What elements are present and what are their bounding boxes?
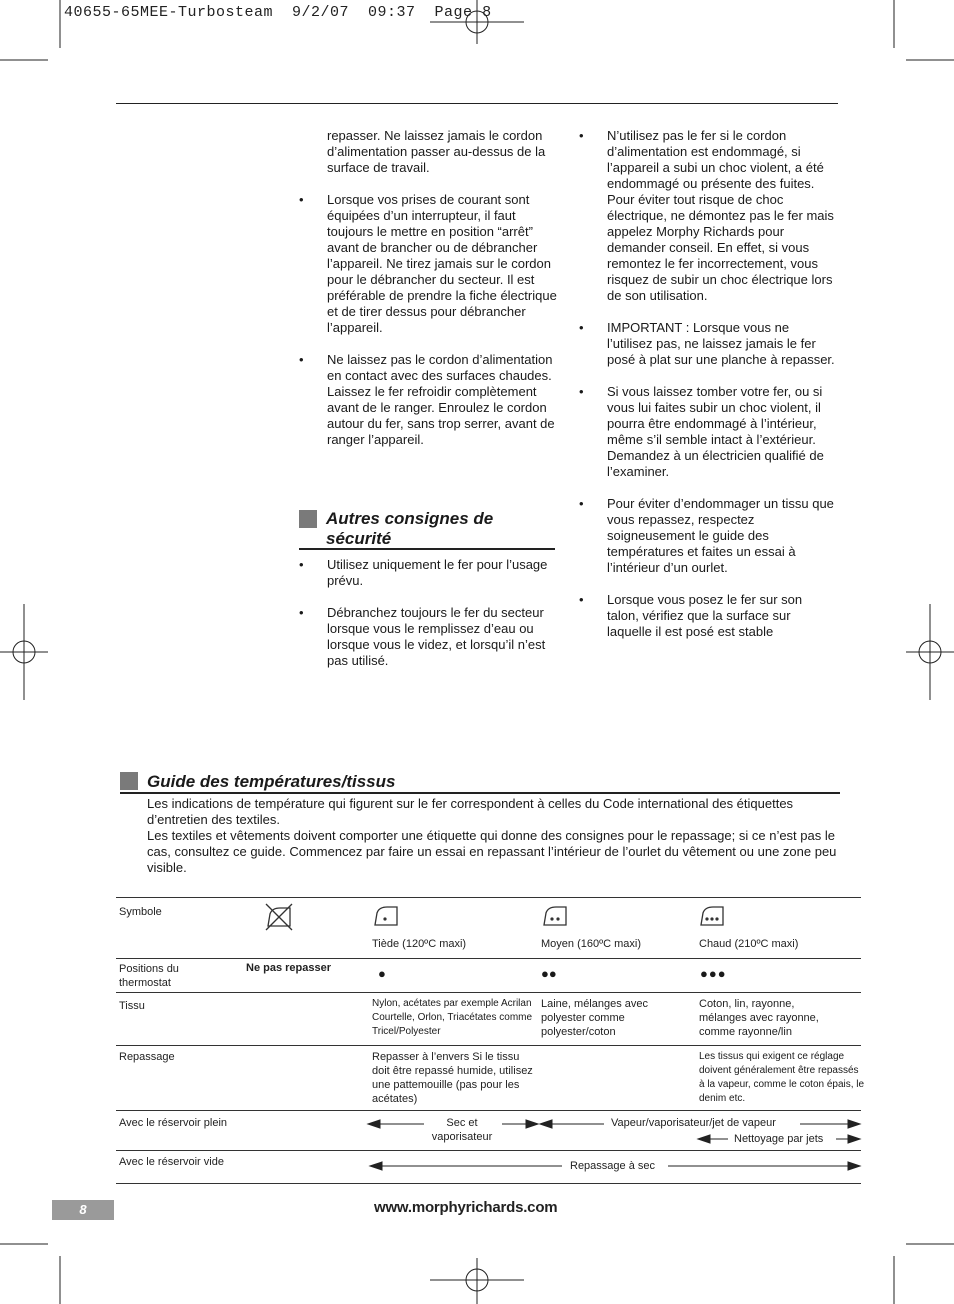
- table-rule-bottom: [116, 1183, 861, 1184]
- row-label-repassage: Repassage: [119, 1051, 175, 1063]
- iron-one-dot-icon: [372, 903, 400, 929]
- tissu-low: Nylon, acétates par exemple Acrilan Courtelle, Orlon, Triacétates comme Tricel/Polyester: [372, 998, 533, 1037]
- row-label-plein: Avec le réservoir plein: [119, 1117, 228, 1129]
- table-rule: [116, 1150, 861, 1151]
- bullet-item: • Lorsque vos prises de courant sont équipées d’un interrupteur, il faut toujours le mettre en position “arrêt” avant de brancher ou de débrancher l’appareil. Ne tirez jamais sur le cordon pour le débrancher du secteur. Il est préférable de prendre la fiche électrique et de tirer dessus pour débrancher l’appareil.: [299, 192, 557, 335]
- header-rule: [116, 103, 838, 104]
- left-column: [299, 128, 557, 464]
- guide-marker-icon: [120, 772, 138, 790]
- temp-low-label: Tiède (120ºC maxi): [372, 938, 467, 950]
- temp-high-label: Chaud (210ºC maxi): [699, 938, 799, 950]
- bullet-icon: •: [299, 605, 304, 620]
- repassage-low: Repasser à l’envers Si le tissu doit être repassé humide, utilisez une pattemouille (pas pour les acétates): [372, 1051, 533, 1105]
- table-rule: [116, 1045, 861, 1046]
- page-number: 8: [52, 1200, 114, 1220]
- bullet-item: • Utilisez uniquement le fer pour l’usage prévu.: [299, 557, 548, 588]
- thermostat-dots-mid: ●●: [541, 966, 557, 981]
- table-rule: [116, 992, 861, 993]
- bullet-item: • Ne laissez pas le cordon d’alimentation en contact avec des surfaces chaudes. Laissez le fer refroidir complètement avant de le ranger. Enroulez le cordon autour du fer, sans trop serrer, avant de ranger l’appareil.: [299, 352, 555, 447]
- guide-title: Guide des températures/tissus: [147, 772, 396, 791]
- sec-vaporisateur: Sec et vaporisateur: [431, 1117, 493, 1143]
- bullet-item: • Pour éviter d’endommager un tissu que vous repassez, respectez soigneusement le guide des températures et faites un essai à l’intérieur d’un ourlet.: [579, 496, 834, 575]
- bullet-item: • IMPORTANT : Lorsque vous ne l’utilisez pas, ne laissez jamais le fer posé à plat sur une planche à repasser.: [579, 320, 835, 367]
- section-rule: [299, 548, 555, 550]
- bullet-item: • Lorsque vous posez le fer sur son talon, vérifiez que la surface sur laquelle il est posé est stable: [579, 592, 803, 639]
- row-label-vide: Avec le réservoir vide: [119, 1156, 224, 1168]
- no-iron-icon: [264, 902, 294, 932]
- table-rule: [116, 958, 861, 959]
- print-slug: 40655-65MEE-Turbosteam 9/2/07 09:37 Page 8: [64, 4, 492, 21]
- section-marker-icon: [299, 510, 317, 528]
- table-rule-top: [116, 897, 861, 898]
- bullet-item: • Si vous laissez tomber votre fer, ou si vous lui faites subir un choc violent, il pourra être endommagé à l’intérieur, même s’il semble intact à l’extérieur. Demandez à un électricien qualifié de l’examiner.: [579, 384, 824, 479]
- temp-mid-label: Moyen (160ºC maxi): [541, 938, 641, 950]
- row-label-symbole: Symbole: [119, 906, 162, 918]
- bullet-item: • N’utilisez pas le fer si le cordon d’alimentation est endommagé, si l’appareil a subi un choc violent, a été endommagé ou présente des fuites. Pour éviter tout risque de choc électrique, ne démontez pas le fer mais appelez Morphy Richards pour demander conseil. En effet, si vous remontez le fer incorrectement, vous risquez de subir un choc électrique lors de son utilisation.: [579, 128, 834, 303]
- bullet-item: • Débranchez toujours le fer du secteur lorsque vous le remplissez d’eau ou lorsque vous le videz, et lorsqu’il n’est pas utilisé.: [299, 605, 546, 668]
- bullet-icon: •: [579, 384, 584, 399]
- bullet-icon: •: [579, 128, 584, 143]
- thermostat-dots-low: ●: [378, 966, 387, 981]
- bullet-icon: •: [579, 320, 584, 335]
- nettoyage-label: Nettoyage par jets: [734, 1133, 824, 1145]
- bullet-icon: •: [299, 192, 304, 207]
- repassage-high: Les tissus qui exigent ce réglage doivent généralement être repassés à la vapeur, comme le coton épais, le denim etc.: [699, 1051, 865, 1104]
- right-column: [579, 128, 837, 656]
- ne-pas-repasser: Ne pas repasser: [246, 962, 331, 974]
- bullet-icon: •: [579, 592, 584, 607]
- thermostat-dots-high: ●●●: [700, 966, 727, 981]
- bullet-icon: •: [579, 496, 584, 511]
- tissu-high: Coton, lin, rayonne, mélanges avec rayonne, comme rayonne/lin: [699, 998, 819, 1038]
- guide-rule: [120, 792, 840, 794]
- section-bullets: [299, 557, 557, 685]
- row-label-positions: Positions du thermostat: [119, 963, 179, 989]
- bullet-icon: •: [299, 557, 304, 572]
- guide-intro-p1: Les indications de température qui figurent sur le fer correspondent à celles du Code international des étiquettes d’entretien des textiles.: [147, 796, 794, 827]
- website-url[interactable]: www.morphyrichards.com: [374, 1199, 558, 1216]
- table-rule: [116, 1110, 861, 1111]
- bullet-icon: •: [299, 352, 304, 367]
- tissu-mid: Laine, mélanges avec polyester comme polyester/coton: [541, 998, 649, 1038]
- guide-intro: [147, 796, 837, 876]
- iron-three-dots-icon: [698, 903, 726, 929]
- section-title: Autres consignes de sécurité: [326, 509, 494, 548]
- row-label-tissu: Tissu: [119, 1000, 145, 1012]
- vapeur-label: Vapeur/vaporisateur/jet de vapeur: [611, 1117, 776, 1129]
- guide-intro-p2: Les textiles et vêtements doivent comporter une étiquette qui donne des consignes pour le repassage; si ce n’est pas le cas, consultez ce guide. Commencez par faire un essai en repassant l’intérieur de l’ourlet du vêtement ou une zone peu visible.: [147, 828, 837, 875]
- continued-text: repasser. Ne laissez jamais le cordon d’alimentation passer au-dessus de la surface de travail.: [327, 128, 546, 175]
- repassage-sec-label: Repassage à sec: [570, 1160, 655, 1172]
- iron-two-dots-icon: [541, 903, 569, 929]
